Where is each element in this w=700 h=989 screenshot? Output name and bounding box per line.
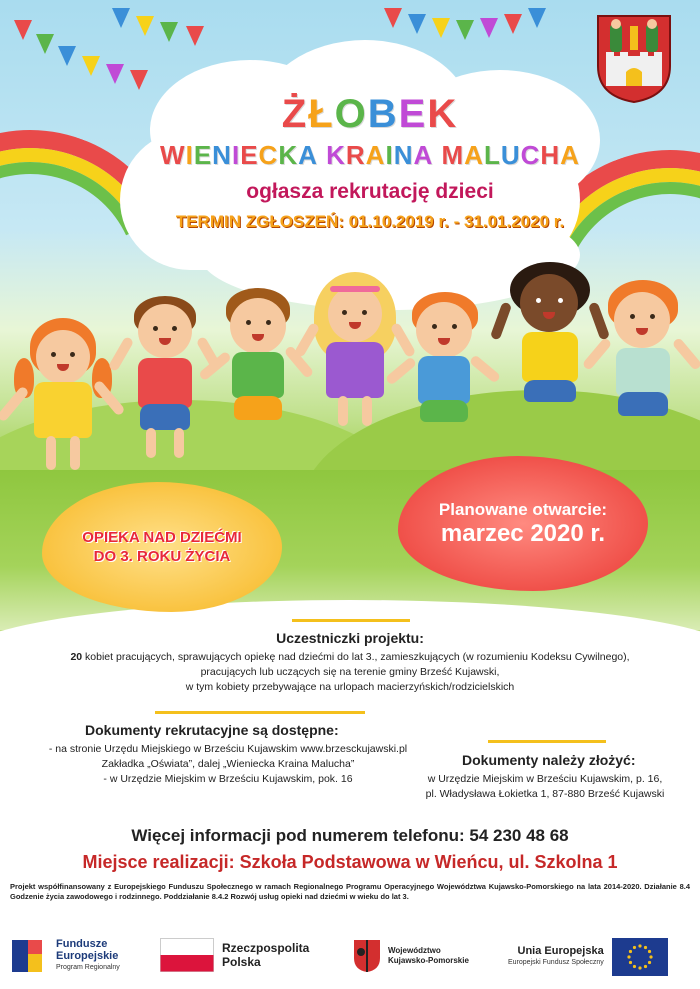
eu-star — [649, 955, 652, 958]
participants-count: 20 — [70, 651, 83, 663]
subtitle-letter: A — [365, 140, 386, 170]
eu-star — [638, 966, 641, 969]
child-figure — [208, 288, 308, 438]
opening-badge-label: Planowane otwarcie: — [438, 499, 608, 519]
subtitle-letter: E — [240, 140, 259, 170]
title-letter: B — [367, 92, 399, 136]
eu-star — [633, 946, 636, 949]
child-figure — [590, 280, 700, 430]
eu-star — [638, 944, 641, 947]
subtitle-letter: M — [441, 140, 465, 170]
care-badge-line2: DO 3. ROKU ŻYCIA — [93, 548, 231, 565]
eu-flag-icon — [612, 938, 668, 976]
subtitle-letter: A — [413, 140, 434, 170]
subtitle-letter: H — [540, 140, 561, 170]
child-figure — [300, 272, 410, 432]
subtitle-letter: U — [500, 140, 521, 170]
unia-europejska-logo — [508, 938, 668, 976]
subtitle-letter: L — [483, 140, 501, 170]
section-divider — [155, 711, 365, 714]
title-letter: E — [398, 92, 428, 136]
subtitle-letter — [433, 140, 441, 171]
opening-badge-date: marzec 2020 r. — [440, 519, 606, 547]
eu-star — [633, 965, 636, 968]
documents-line2: Zakładka „Oświata”, dalej „Wieniecka Kraina Malucha” — [101, 758, 355, 770]
woj-line1: Województwo — [388, 946, 441, 955]
subtitle-letter: A — [560, 140, 580, 170]
fe-line1: Fundusze — [56, 938, 108, 950]
subtitle-letter: C — [520, 140, 541, 170]
subtitle-letter: E — [193, 140, 213, 170]
participants-line2: pracujących lub uczących się na terenie gminy Brześć Kujawski, — [200, 666, 500, 678]
polish-flag-icon — [160, 938, 214, 972]
rp-line2: Polska — [222, 955, 261, 969]
eu-star — [644, 965, 647, 968]
announcement-text: ogłasza rekrutację dzieci — [246, 180, 494, 203]
fundusze-europejskie-icon — [10, 938, 50, 974]
coat-of-arms-emblem — [594, 12, 674, 104]
subtitle-letter: N — [212, 140, 232, 170]
funding-statement: Projekt współfinansowany z Europejskiego Funduszu Społecznego w ramach Regionalnego Programu Operacyjnego Województwa Kujawsko-Pomorskiego na lata 2014-2020. Działanie 8.4 Godzenie życia zawodowego i rodzinnego. Poddziałanie 8.4.2 Rozwój usług opieki nad dziećmi w wieku do lat 3. — [10, 882, 690, 901]
documents-line1: - na stronie Urzędu Miejskiego w Brześciu Kujawskim www.brzesckujawski.pl — [48, 743, 408, 755]
care-age-badge — [42, 482, 282, 612]
subtitle-letter: W — [160, 140, 186, 170]
ue-line1: Unia Europejska — [517, 945, 604, 957]
fundusze-europejskie-logo — [10, 938, 120, 974]
rp-line1: Rzeczpospolita — [222, 941, 310, 955]
submit-heading: Dokumenty należy złożyć: — [462, 752, 636, 768]
submit-line2: pl. Władysława Łokietka 1, 87-880 Brześć Kujawski — [425, 788, 665, 800]
participants-line1: kobiet pracujących, sprawujących opiekę nad dziećmi do lat 3., zamieszkujących (w rozumieniu Kodeksu Cywilnego), — [82, 651, 630, 663]
submit-description — [400, 772, 690, 802]
eu-star — [627, 955, 630, 958]
ue-line2: Europejski Fundusz Społeczny — [508, 959, 604, 966]
nursery-name — [120, 140, 620, 171]
eu-star — [648, 961, 651, 964]
phone-info: Więcej informacji pod numerem telefonu: 54 230 48 68 — [131, 826, 569, 845]
fe-line2: Europejskie — [56, 950, 119, 962]
opening-date-badge — [398, 456, 648, 591]
title-letter: Ł — [308, 92, 335, 136]
location-info: Miejsce realizacji: Szkoła Podstawowa w Wieńcu, ul. Szkolna 1 — [82, 852, 618, 872]
subtitle-letter: I — [185, 140, 194, 170]
woj-line2: Kujawsko-Pomorskie — [388, 956, 469, 965]
submit-line1: w Urzędzie Miejskim w Brześciu Kujawskim, p. 16, — [427, 773, 663, 785]
fe-line3: Program Regionalny — [56, 964, 120, 971]
subtitle-letter: N — [393, 140, 414, 170]
deadline-text: TERMIN ZGŁOSZEŃ: 01.10.2019 r. - 31.01.2020 r. — [175, 212, 565, 231]
section-divider — [292, 619, 410, 622]
title-letter: K — [427, 92, 459, 136]
title-letter: Ż — [281, 92, 309, 136]
documents-description — [18, 742, 438, 787]
eu-star — [644, 946, 647, 949]
subtitle-letter: A — [298, 140, 318, 170]
eu-star — [629, 950, 632, 953]
subtitle-letter: C — [258, 140, 279, 170]
participants-line3: w tym kobiety przebywające na urlopach macierzyńskich/rodzicielskich — [185, 681, 515, 693]
subtitle-letter: K — [278, 140, 299, 170]
kujawsko-pomorskie-logo — [352, 938, 469, 974]
subtitle-letter: I — [231, 140, 241, 170]
subtitle-letter — [318, 140, 326, 171]
child-figure — [110, 296, 220, 466]
documents-line3: - w Urzędzie Miejskim w Brześciu Kujawskim, pok. 16 — [103, 773, 353, 785]
care-badge-line1: OPIEKA NAD DZIEĆMI — [82, 529, 242, 546]
eu-star — [648, 950, 651, 953]
rzeczpospolita-logo — [160, 938, 309, 972]
funding-logos-bar — [0, 920, 700, 989]
subtitle-letter: R — [345, 140, 366, 170]
documents-heading: Dokumenty rekrutacyjne są dostępne: — [85, 722, 339, 738]
participants-description — [10, 650, 690, 695]
subtitle-letter: A — [464, 140, 484, 170]
page-title — [150, 92, 590, 137]
subtitle-letter: K — [326, 140, 346, 170]
kujawsko-pomorskie-icon — [352, 938, 382, 974]
section-divider — [488, 740, 606, 743]
eu-star — [629, 961, 632, 964]
child-figure — [396, 292, 496, 442]
title-letter: O — [334, 92, 368, 136]
subtitle-letter: I — [385, 140, 394, 170]
participants-heading: Uczestniczki projektu: — [276, 630, 424, 646]
child-figure — [8, 318, 118, 478]
